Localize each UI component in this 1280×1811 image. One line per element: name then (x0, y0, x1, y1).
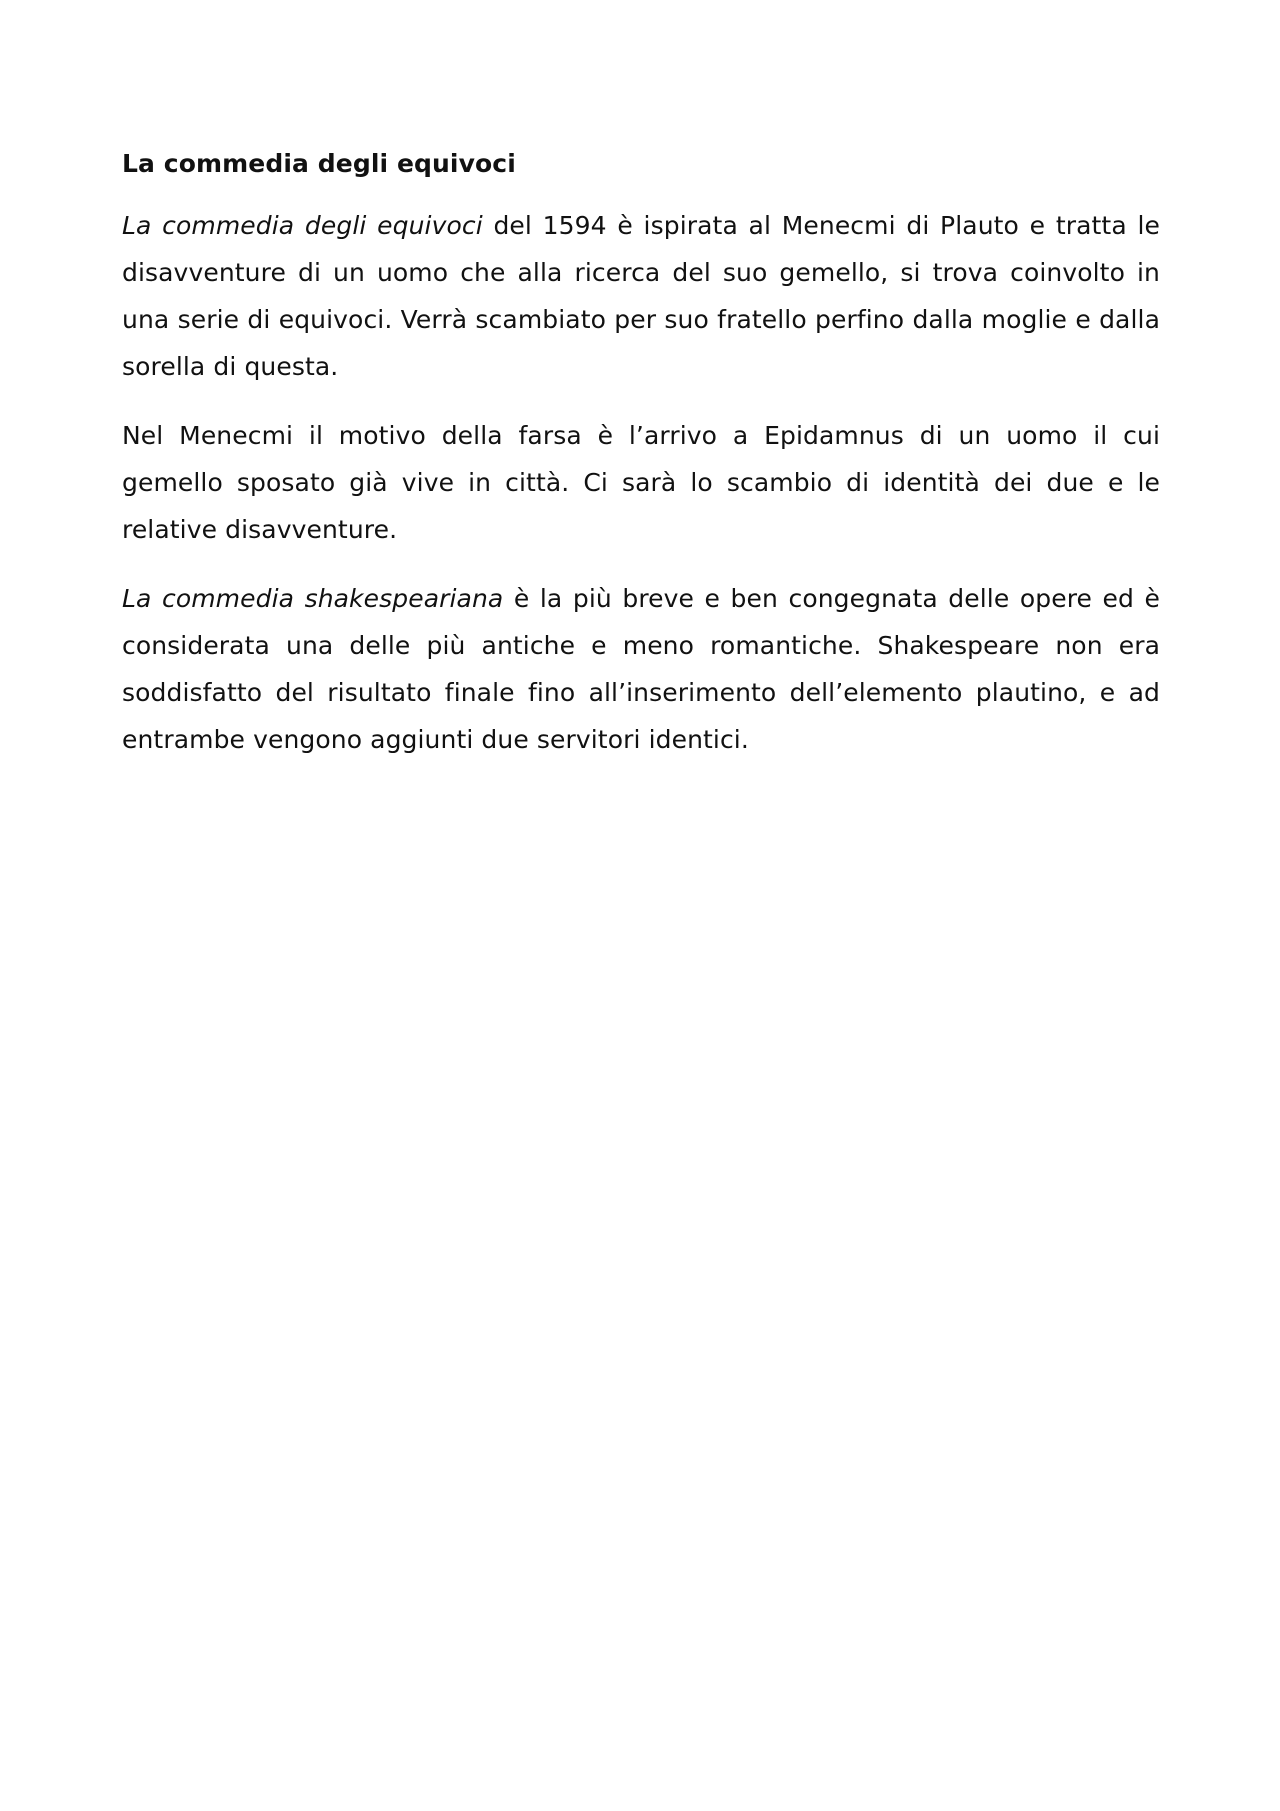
paragraph-1-text: del 1594 è ispirata al Menecmi di Plauto e tratta le disavventure di un uomo che alla ricerca del suo gemello, si trova coinvolto in una serie di equivoci. Verrà scambiato per suo fratello perfino dalla moglie e dalla sorella di questa. (122, 211, 1160, 381)
paragraph-3-text: è la più breve e ben congegnata delle opere ed è considerata una delle più antiche e meno romantiche. Shakespeare non era soddisfatto del risultato finale fino all’inserimento dell’elemento plautino, e ad entrambe vengono aggiunti due servitori identici. (122, 584, 1160, 754)
paragraph-1-italic-lead: La commedia degli equivoci (122, 211, 483, 240)
document-title: La commedia degli equivoci (122, 149, 516, 178)
document-page (122, 148, 1160, 785)
paragraph-3 (122, 575, 1160, 763)
paragraph-1 (122, 202, 1160, 390)
paragraph-2 (122, 412, 1160, 553)
paragraph-2-text: Nel Menecmi il motivo della farsa è l’arrivo a Epidamnus di un uomo il cui gemello sposato già vive in città. Ci sarà lo scambio di identità dei due e le relative disavventure. (122, 421, 1160, 544)
paragraph-3-italic-lead: La commedia shakespeariana (122, 584, 504, 613)
